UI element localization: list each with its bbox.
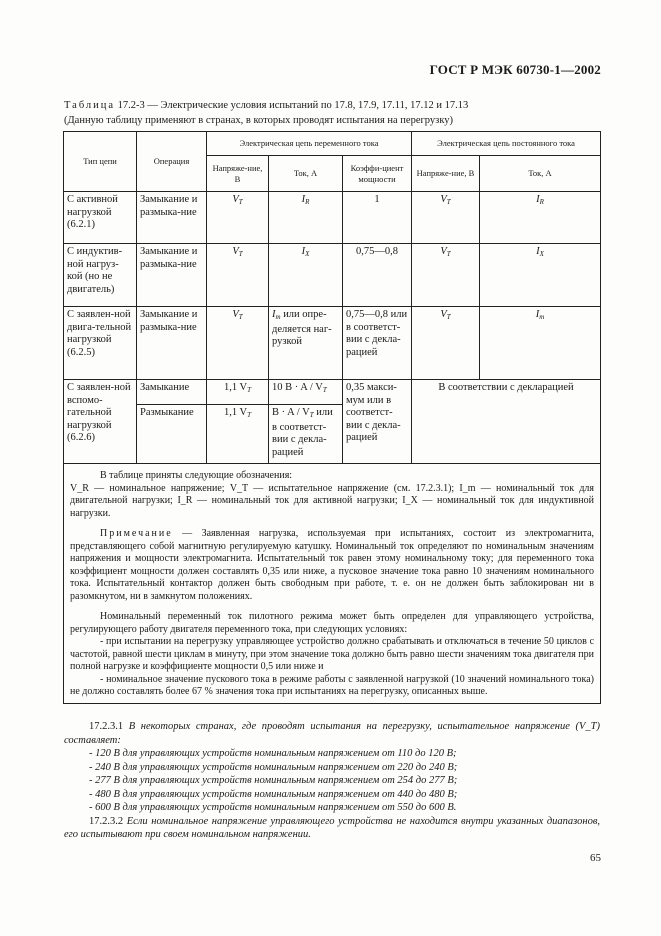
cell-voltage: $V_T$ <box>207 244 269 307</box>
paragraph-17-2-3-1: 17.2.3.1 В некоторых странах, где проводят испытания на перегрузку, испытательное напряжение (V_T) составляет: <box>64 721 601 746</box>
cell-dc-declaration: В соответствии с декларацией <box>412 380 601 464</box>
notes-condition-1: - при испытании на перегрузку управляющее устройство должно срабатывать и отключаться в течение 50 циклов с частотой, равной шести циклам в минуту, при этом значение тока должно быть равно шести значениям тока двигателя при полной нагрузке и коэффициенте мощности 0,5 или ниже и <box>70 636 595 672</box>
cell-type: С заявлен-ной вспомо-гательной нагрузкой (6.2.6) <box>64 380 137 464</box>
cell-pf: 0,35 макси-мум или в соответст-вии с декла-рацией <box>343 380 412 464</box>
header-ac-circuit: Электрическая цепь переменного тока <box>207 132 412 156</box>
list-item: - 277 В для управляющих устройств номинальным напряжением от 254 до 277 В; <box>89 775 458 786</box>
list-item: - 240 В для управляющих устройств номинальным напряжением от 220 до 240 В; <box>89 761 458 773</box>
notes-symbols: V_R — номинальное напряжение; V_T — испытательное напряжение (см. 17.2.3.1); I_m — номинальный ток для двигательной нагрузки; I_R — номинальный ток для активной нагрузки; I_X — номинальный ток для индуктивной нагрузки. <box>70 482 595 519</box>
cell-pf: 0,75—0,8 <box>343 244 412 307</box>
list-item: - 480 В для управляющих устройств номинальным напряжением от 440 до 480 В; <box>89 788 458 800</box>
cell-pf: 0,75—0,8 или в соответст-вии с декла-рацией <box>343 307 412 380</box>
table-caption-note: (Данную таблицу применяют в странах, в которых проводят испытания на перегрузку) <box>64 115 454 126</box>
notes-pilot-duty: Номинальный переменный ток пилотного режима может быть определен для управляющего устройства, регулирующего работу двигателя переменного тока, при следующих условиях: <box>70 611 595 635</box>
table-caption-text: 17.2-3 — Электрические условия испытаний по 17.8, 17.9, 17.11, 17.12 и 17.13 <box>117 100 469 111</box>
cell-current: 10 $B \cdot A / V_T$ $B \cdot A / V_T$ или в соответст-вии с декла-рацией <box>269 380 343 464</box>
header-power-factor: Коэффи-циент мощности <box>343 156 412 192</box>
header-ac-voltage: Напряже-ние, В <box>207 156 269 192</box>
cell-pf: 1 <box>343 192 412 244</box>
cell-current: $I_R$ <box>269 192 343 244</box>
document-header: ГОСТ Р МЭК 60730-1—2002 <box>429 62 601 77</box>
cell-op: Замыкание и размыка-ние <box>137 307 207 380</box>
notes-condition-2: - номинальное значение пускового тока в режиме работы с заявленной нагрузкой (10 значений номинального тока) не должно составлять более 67 % значения тока при испытаниях на перегрузку, описанных выше. <box>70 673 595 697</box>
body-text <box>64 720 600 842</box>
cell-op: Замыкание Размыкание <box>137 380 207 464</box>
cell-current: $I_m$ или опре-деляется наг-рузкой <box>269 307 343 380</box>
header-dc-current: Ток, А <box>480 156 601 192</box>
list-item: - 600 В для управляющих устройств номинальным напряжением от 550 до 600 В. <box>89 802 457 813</box>
header-operation: Операция <box>137 132 207 192</box>
paragraph-17-2-3-2: 17.2.3.2 Если номинальное напряжение управляющего устройства не находится внутри указанных диапазонов, его испытывают при своем номинальном напряжении. <box>64 815 600 840</box>
notes-remark: Примечание — Заявленная нагрузка, используемая при испытаниях, состоит из электромагнита, представляющего собой магнитную регулируемую катушку. Номинальный ток определяют по номинальным значениям напряжения и мощности электромагнита. Испытательный ток равен этому номинальному току; для переменного тока коэффициент мощности должен составлять 0,35 или ниже, а пусковое значение тока равно 10 значениям номинального тока. Испытательный контактор должен быть свободным при работе, т. е. он не должен быть заблокирован ни в разомкнутом, ни в замкнутом положениях. <box>70 528 595 602</box>
cell-type: С заявлен-ной двига-тельной нагрузкой (6.2.5) <box>64 307 137 380</box>
header-dc-circuit: Электрическая цепь постоянного тока <box>412 132 601 156</box>
header-ac-current: Ток, А <box>269 156 343 192</box>
cell-dc-voltage: $V_T$ <box>412 192 480 244</box>
list-item: - 120 В для управляющих устройств номинальным напряжением от 110 до 120 В; <box>89 748 457 759</box>
header-circuit-type: Тип цепи <box>64 132 137 192</box>
cell-dc-voltage: $V_T$ <box>412 244 480 307</box>
cell-op: Замыкание и размыка-ние <box>137 192 207 244</box>
cell-current: $I_X$ <box>269 244 343 307</box>
header-dc-voltage: Напряже-ние, В <box>412 156 480 192</box>
table-row <box>64 307 601 380</box>
page-number: 65 <box>590 852 601 864</box>
notes-intro: В таблице приняты следующие обозначения: <box>100 470 293 481</box>
table-row <box>64 244 601 307</box>
cell-dc-voltage: $V_T$ <box>412 307 480 380</box>
cell-dc-current: $I_X$ <box>480 244 601 307</box>
table-notes <box>64 464 601 704</box>
cell-type: С активной нагрузкой (6.2.1) <box>64 192 137 244</box>
cell-type: С индуктив-ной нагруз-кой (но не двигатель) <box>64 244 137 307</box>
table-row <box>64 380 601 464</box>
table-caption <box>64 98 468 128</box>
cell-dc-current: $I_R$ <box>480 192 601 244</box>
cell-op: Замыкание и размыка-ние <box>137 244 207 307</box>
cell-voltage: $V_T$ <box>207 307 269 380</box>
cell-dc-current: $I_m$ <box>480 307 601 380</box>
cell-voltage: 1,1 $V_T$ 1,1 $V_T$ <box>207 380 269 464</box>
table-caption-label: Таблица <box>64 100 116 111</box>
conditions-table <box>63 131 601 704</box>
table-row <box>64 192 601 244</box>
cell-voltage: $V_T$ <box>207 192 269 244</box>
